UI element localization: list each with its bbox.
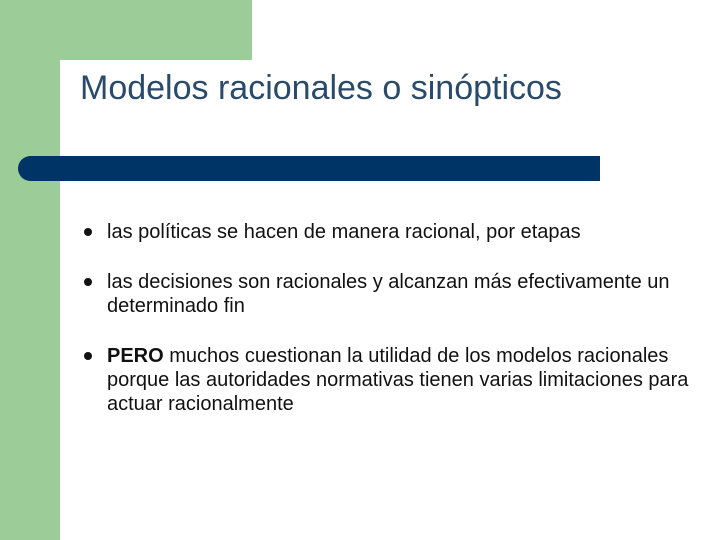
green-top-band (0, 0, 252, 60)
bullet-item (80, 270, 690, 318)
bullet-dot-icon (84, 352, 92, 360)
bullet-text: las decisiones son racionales y alcanzan más efectivamente un determinado fin (107, 271, 670, 317)
bullet-text: las políticas se hacen de manera racional, por etapas (107, 221, 581, 243)
slide-title: Modelos racionales o sinópticos (80, 69, 562, 107)
green-side-band (0, 0, 60, 540)
bullet-item (80, 344, 690, 416)
bullet-text: muchos cuestionan la utilidad de los modelos racionales porque las autoridades normativas tienen varias limitaciones para actuar racionalmente (107, 345, 689, 415)
bullet-list (80, 220, 690, 442)
bullet-item (80, 220, 690, 244)
bullet-dot-icon (84, 278, 92, 286)
title-divider (18, 156, 600, 181)
bullet-dot-icon (84, 228, 92, 236)
bullet-emphasis: PERO (107, 345, 164, 367)
